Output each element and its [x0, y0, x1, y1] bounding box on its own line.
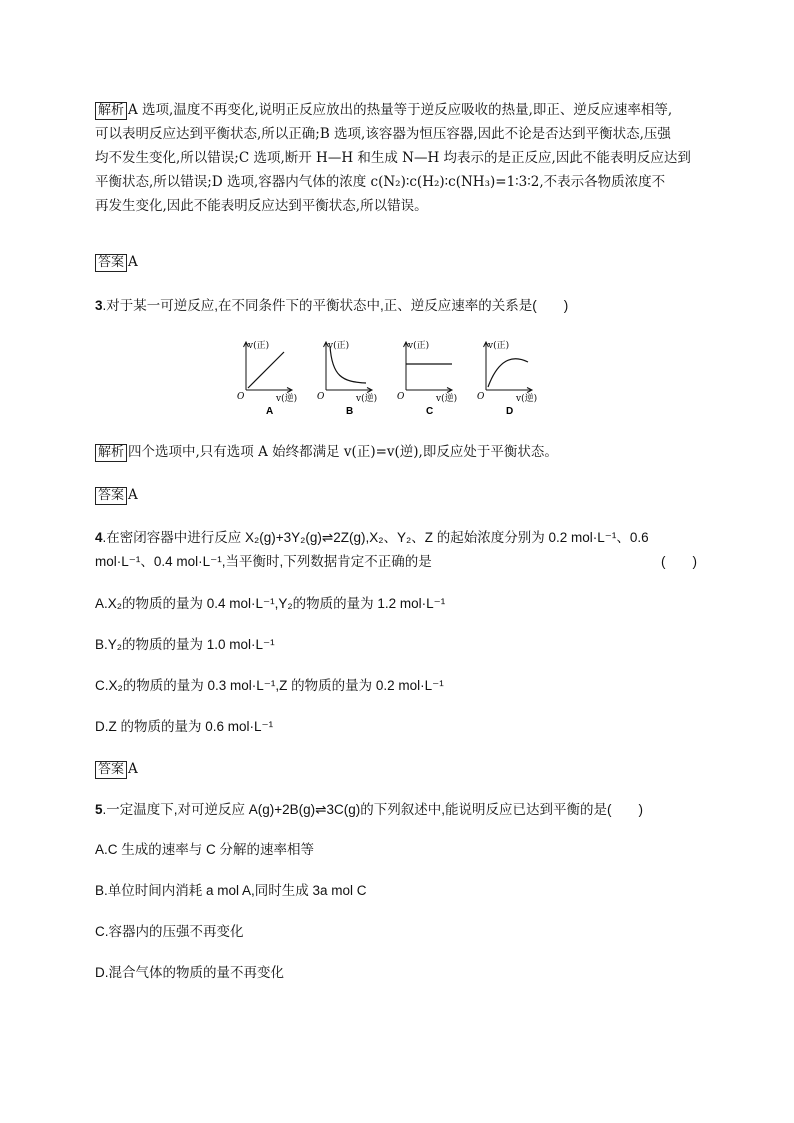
answer-tag: 答案: [95, 761, 127, 779]
q5-option-c: C.容器内的压强不再变化: [95, 924, 244, 939]
graph-curve: [248, 352, 284, 388]
origin-label: O: [477, 392, 485, 402]
answer-tag: 答案: [95, 487, 127, 505]
analysis-line: 均不发生变化,所以错误;C 选项,断开 H—H 和生成 N—H 均表示的是正反应,因此不能表明反应达到: [95, 150, 691, 166]
question-text: .一定温度下,对可逆反应 A(g)+2B(g)⇌3C(g)的下列叙述中,能说明反应已达到平衡的是( ): [102, 802, 643, 817]
q5-option-d: D.混合气体的物质的量不再变化: [95, 965, 284, 980]
graph-curve: [330, 346, 366, 383]
analysis-line: 再发生变化,因此不能表明反应达到平衡状态,所以错误。: [95, 198, 428, 214]
question-4: [95, 526, 705, 574]
question-number: 4: [95, 530, 103, 545]
question-text: .对于某一可逆反应,在不同条件下的平衡状态中,正、逆反应速率的关系是( ): [102, 298, 569, 313]
answer-paren: ( ): [661, 554, 697, 569]
analysis-line: 平衡状态,所以错误;D 选项,容器内气体的浓度 c(N₂)∶c(H₂)∶c(NH₃)=1∶3∶2,不表示各物质浓度不: [95, 174, 666, 190]
answer-value: A: [128, 254, 138, 270]
analysis-tag: 解析: [95, 102, 127, 120]
x-axis-label: v(逆): [276, 394, 298, 404]
graph-letter: A: [266, 406, 274, 417]
graph-letter: D: [506, 406, 514, 417]
graph-letter: C: [426, 406, 434, 417]
y-axis-label: v(正): [248, 341, 270, 351]
question-number: 5: [95, 802, 103, 817]
q5-option-a: A.C 生成的速率与 C 分解的速率相等: [95, 842, 315, 857]
x-axis-label: v(逆): [356, 394, 378, 404]
analysis-block-3: [95, 440, 705, 464]
q4-option-c: C.X₂的物质的量为 0.3 mol·L⁻¹,Z 的物质的量为 0.2 mol·L⁻¹: [95, 678, 444, 693]
answer-block-4: [95, 757, 705, 781]
analysis-block-1: [95, 98, 705, 218]
graph-curve: [488, 359, 528, 387]
answer-value: A: [128, 761, 138, 777]
question-3: [95, 294, 705, 318]
answer-block-3: [95, 483, 705, 507]
analysis-text: 四个选项中,只有选项 A 始终都满足 v(正)=v(逆),即反应处于平衡状态。: [128, 444, 558, 460]
x-axis-label: v(逆): [516, 394, 538, 404]
rate-graphs: [237, 334, 540, 420]
y-axis-label: v(正): [408, 341, 430, 351]
analysis-line: 可以表明反应达到平衡状态,所以正确;B 选项,该容器为恒压容器,因此不论是否达到平衡状态,压强: [95, 126, 671, 142]
q4-option-b: B.Y₂的物质的量为 1.0 mol·L⁻¹: [95, 637, 275, 652]
x-axis-label: v(逆): [436, 394, 458, 404]
question-line: .在密闭容器中进行反应 X₂(g)+3Y₂(g)⇌2Z(g),X₂、Y₂、Z 的起始浓度分别为 0.2 mol·L⁻¹、0.6: [102, 530, 649, 545]
answer-tag: 答案: [95, 254, 127, 272]
analysis-tag: 解析: [95, 444, 127, 462]
answer-value: A: [128, 487, 138, 503]
question-number: 3: [95, 298, 103, 313]
y-axis-label: v(正): [488, 341, 510, 351]
graph-letter: B: [346, 406, 354, 417]
origin-label: O: [317, 392, 325, 402]
q4-option-d: D.Z 的物质的量为 0.6 mol·L⁻¹: [95, 719, 274, 734]
origin-label: O: [237, 392, 245, 402]
y-axis-label: v(正): [328, 341, 350, 351]
question-5: [95, 798, 705, 822]
analysis-line: A 选项,温度不再变化,说明正反应放出的热量等于逆反应吸收的热量,即正、逆反应速率相等,: [128, 102, 673, 118]
origin-label: O: [397, 392, 405, 402]
q4-option-a: A.X₂的物质的量为 0.4 mol·L⁻¹,Y₂的物质的量为 1.2 mol·L⁻¹: [95, 596, 446, 611]
question-line: mol·L⁻¹、0.4 mol·L⁻¹,当平衡时,下列数据肯定不正确的是: [95, 554, 432, 569]
q3-graphs: [237, 334, 540, 420]
q5-option-b: B.单位时间内消耗 a mol A,同时生成 3a mol C: [95, 883, 367, 898]
answer-block-1: [95, 250, 705, 274]
